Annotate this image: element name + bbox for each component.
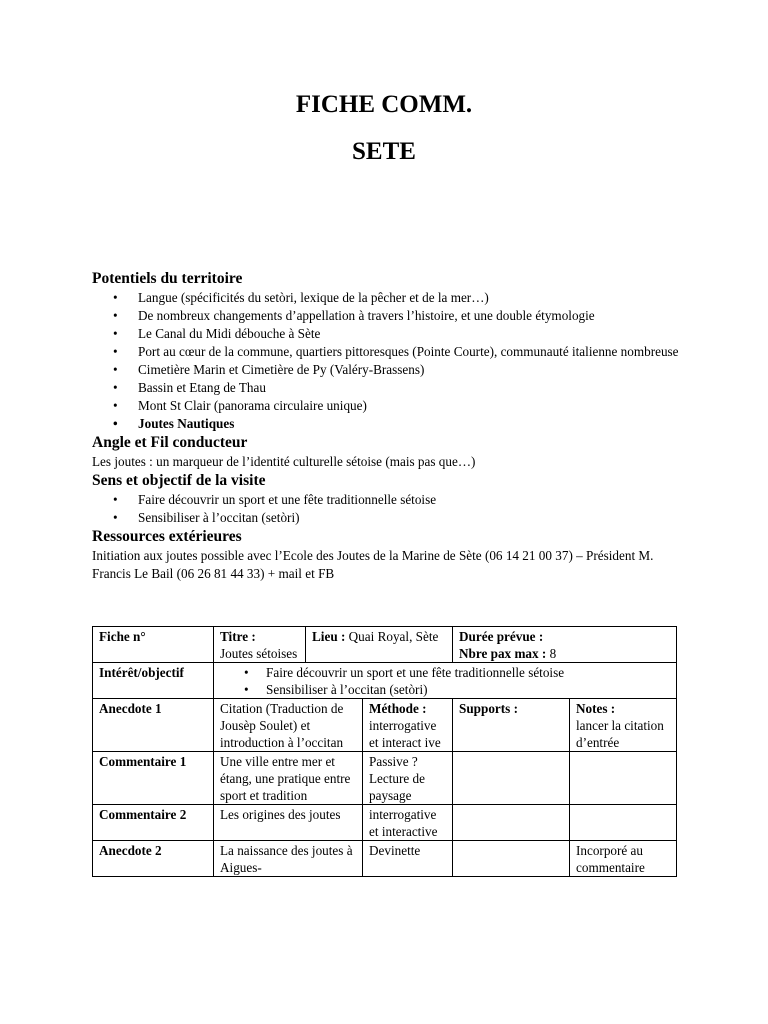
- bullet-icon: •: [113, 416, 118, 431]
- row-content: La naissance des joutes à Aigues-: [214, 841, 363, 877]
- bullet-icon: •: [244, 665, 249, 680]
- bullet-icon: •: [113, 492, 118, 507]
- fiche-table: [92, 626, 677, 877]
- row-supports: [453, 841, 570, 877]
- sens-list: [92, 491, 692, 527]
- row-supports: Supports :: [453, 699, 570, 752]
- row-methode: Passive ? Lecture de paysage: [363, 752, 453, 805]
- list-item: • Faire découvrir un sport et une fête traditionnelle sétoise: [244, 665, 565, 680]
- bullet-icon: •: [113, 380, 118, 395]
- row-methode: Méthode : interrogative et interact ive: [363, 699, 453, 752]
- list-item: • Cimetière Marin et Cimetière de Py (Valéry-Brassens): [113, 362, 425, 377]
- interet-label-cell: Intérêt/objectif: [93, 663, 214, 699]
- list-item: • Port au cœur de la commune, quartiers pittoresques (Pointe Courte), communauté italienne nombreuse: [113, 344, 679, 359]
- list-item: • Faire découvrir un sport et une fête traditionnelle sétoise: [113, 492, 437, 507]
- list-item: • Langue (spécificités du setòri, lexique de la pêcher et de la mer…): [113, 290, 489, 305]
- table-row: [93, 663, 677, 699]
- bullet-icon: •: [113, 308, 118, 323]
- row-notes: [570, 805, 677, 841]
- list-item: • Sensibiliser à l’occitan (setòri): [244, 682, 428, 697]
- table-row: [93, 805, 677, 841]
- row-content: Une ville entre mer et étang, une pratique entre sport et tradition: [214, 752, 363, 805]
- ressources-text: Initiation aux joutes possible avec l’Ecole des Joutes de la Marine de Sète (06 14 21 00 37) – Président M. Francis Le Bail (06 26 81 44 33) + mail et FB: [92, 548, 654, 581]
- fiche-number-cell: Fiche n°: [93, 627, 214, 663]
- angle-text: Les joutes : un marqueur de l’identité culturelle sétoise (mais pas que…): [92, 454, 476, 469]
- section-heading-sens: Sens et objectif de la visite: [92, 472, 266, 489]
- document-subtitle: SETE: [352, 138, 416, 165]
- document-body: [92, 269, 692, 583]
- row-supports: [453, 752, 570, 805]
- list-item: • Sensibiliser à l’occitan (setòri): [113, 510, 300, 525]
- row-content: Les origines des joutes: [214, 805, 363, 841]
- row-content: Citation (Traduction de Jousèp Soulet) et introduction à l’occitan: [214, 699, 363, 752]
- list-item: • De nombreux changements d’appellation à travers l’histoire, et une double étymologie: [113, 308, 595, 323]
- row-label: Commentaire 2: [93, 805, 214, 841]
- bullet-icon: •: [113, 290, 118, 305]
- interet-list: [220, 664, 670, 698]
- section-heading-ressources: Ressources extérieures: [92, 528, 242, 545]
- row-label: Commentaire 1: [93, 752, 214, 805]
- row-supports: [453, 805, 570, 841]
- table-row: [93, 752, 677, 805]
- section-heading-angle: Angle et Fil conducteur: [92, 434, 248, 451]
- list-item: • Joutes Nautiques: [113, 416, 235, 431]
- bullet-icon: •: [244, 682, 249, 697]
- row-label: Anecdote 1: [93, 699, 214, 752]
- row-notes: Notes : lancer la citation d’entrée: [570, 699, 677, 752]
- table-row: [93, 699, 677, 752]
- potentiels-list: [92, 289, 692, 433]
- bullet-icon: •: [113, 510, 118, 525]
- row-label: Anecdote 2: [93, 841, 214, 877]
- list-item: • Mont St Clair (panorama circulaire unique): [113, 398, 367, 413]
- bullet-icon: •: [113, 362, 118, 377]
- document-title: FICHE COMM.: [295, 91, 473, 118]
- row-methode: Devinette: [363, 841, 453, 877]
- interet-cell: [214, 663, 677, 699]
- lieu-cell: Lieu : Quai Royal, Sète: [306, 627, 453, 663]
- section-heading-potentiels: Potentiels du territoire: [92, 270, 243, 287]
- bullet-icon: •: [113, 326, 118, 341]
- list-item: • Le Canal du Midi débouche à Sète: [113, 326, 321, 341]
- table-row: [93, 841, 677, 877]
- list-item: • Bassin et Etang de Thau: [113, 380, 266, 395]
- row-notes: [570, 752, 677, 805]
- duree-cell: Durée prévue : Nbre pax max : 8: [453, 627, 677, 663]
- bullet-icon: •: [113, 344, 118, 359]
- titre-cell: Titre : Joutes sétoises: [214, 627, 306, 663]
- row-methode: interrogative et interactive: [363, 805, 453, 841]
- table-row: [93, 627, 677, 663]
- row-notes: Incorporé au commentaire: [570, 841, 677, 877]
- bullet-icon: •: [113, 398, 118, 413]
